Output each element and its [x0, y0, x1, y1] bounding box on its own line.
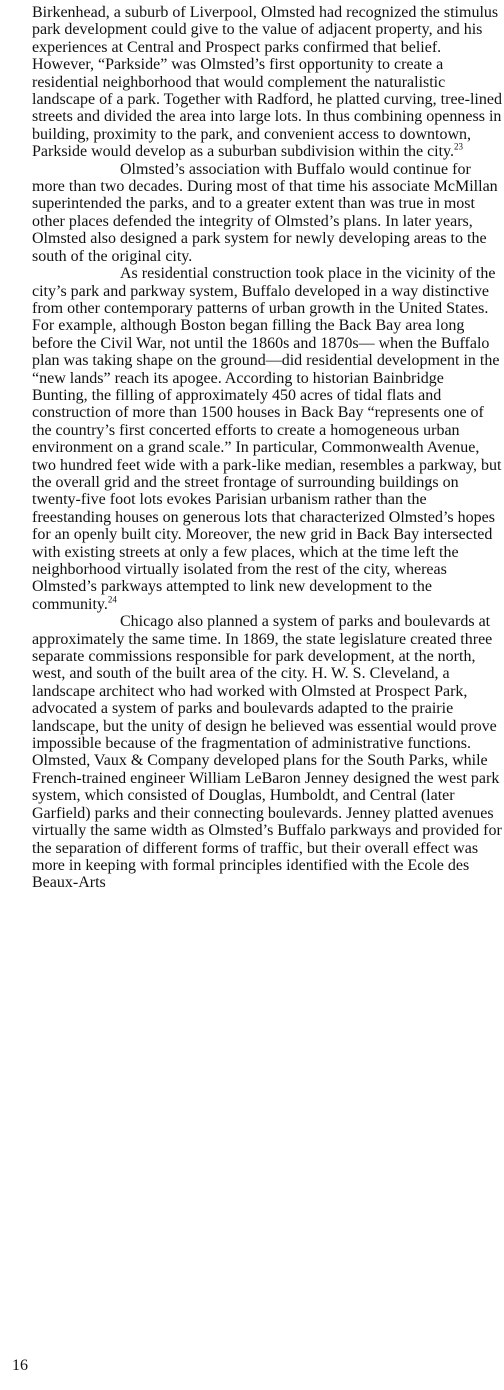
paragraph-buffalo-association: [32, 161, 502, 265]
paragraph-text: Chicago also planned a system of parks and boulevards at approximately the same time. In 1869, the state legislature created three separate commissions responsible for park development, at the north, west, and south of the built area of the city. H. W. S. Cleveland, a landscape architect who had worked with Olmsted at Prospect Park, advocated a system of parks and boulevards adapted to the prairie landscape, but the unity of design he believed was essential would prove impossible because of the fragmentation of administrative functions. Olmsted, Vaux & Company developed plans for the South Parks, while French-trained engineer William LeBaron Jenney designed the west park system, which consisted of Douglas, Humboldt, and Central (later Garfield) parks and their connecting boulevards. Jenney platted avenues virtually the same width as Olmsted’s Buffalo parkways and provided for the separation of different forms of traffic, but their overall effect was more in keeping with formal principles identified with the Ecole des Beaux-Arts: [32, 613, 502, 892]
footnote-marker: 23: [454, 141, 464, 152]
page-body: [32, 4, 502, 892]
paragraph-text: Olmsted’s association with Buffalo would continue for more than two decades. During most of that time his associate McMillan superintended the parks, and to a greater extent than was true in most other places defended the integrity of Olmsted’s plans. In later years, Olmsted also designed a park system for newly developing areas to the south of the original city.: [32, 160, 498, 265]
paragraph-text: Birkenhead, a suburb of Liverpool, Olmsted had recognized the stimulus park development could give to the value of adjacent property, and his experiences at Central and Prospect parks confirmed that belief. However, “Parkside” was Olmsted’s first opportunity to create a residential neighborhood that would complement the naturalistic landscape of a park. Together with Radford, he platted curving, tree-lined streets and divided the area into large lots. In thus combining openness in building, proximity to the park, and convenient access to downtown, Parkside would develop as a suburban subdivision within the city.: [32, 4, 502, 161]
paragraph-parkside: [32, 4, 502, 161]
footnote-marker: 24: [107, 594, 117, 605]
paragraph-back-bay: [32, 265, 502, 613]
page-number: 16: [12, 1357, 28, 1374]
paragraph-text: As residential construction took place in the vicinity of the city’s park and parkway system, Buffalo developed in a way distinctive from other contemporary patterns of urban growth in the United States. For example, although Boston began filling the Back Bay area long before the Civil War, not until the 1860s and 1870s— when the Buffalo plan was taking shape on the ground—did residential development in the “new lands” reach its apogee. According to historian Bainbridge Bunting, the filling of approximately 450 acres of tidal flats and construction of more than 1500 houses in Back Bay “represents one of the country’s first concerted efforts to create a homogeneous urban environment on a grand scale.” In particular, Commonwealth Avenue, two hundred feet wide with a park-like median, resembles a parkway, but the overall grid and the street frontage of surrounding buildings on twenty-five foot lots evokes Parisian urbanism rather than the freestanding houses on generous lots that characterized Olmsted’s hopes for an openly built city. Moreover, the new grid in Back Bay intersected with existing streets at only a few places, which at the time left the neighborhood virtually isolated from the rest of the city, whereas Olmsted’s parkways attempted to link new development to the community.: [32, 265, 502, 613]
paragraph-chicago: [32, 613, 502, 892]
